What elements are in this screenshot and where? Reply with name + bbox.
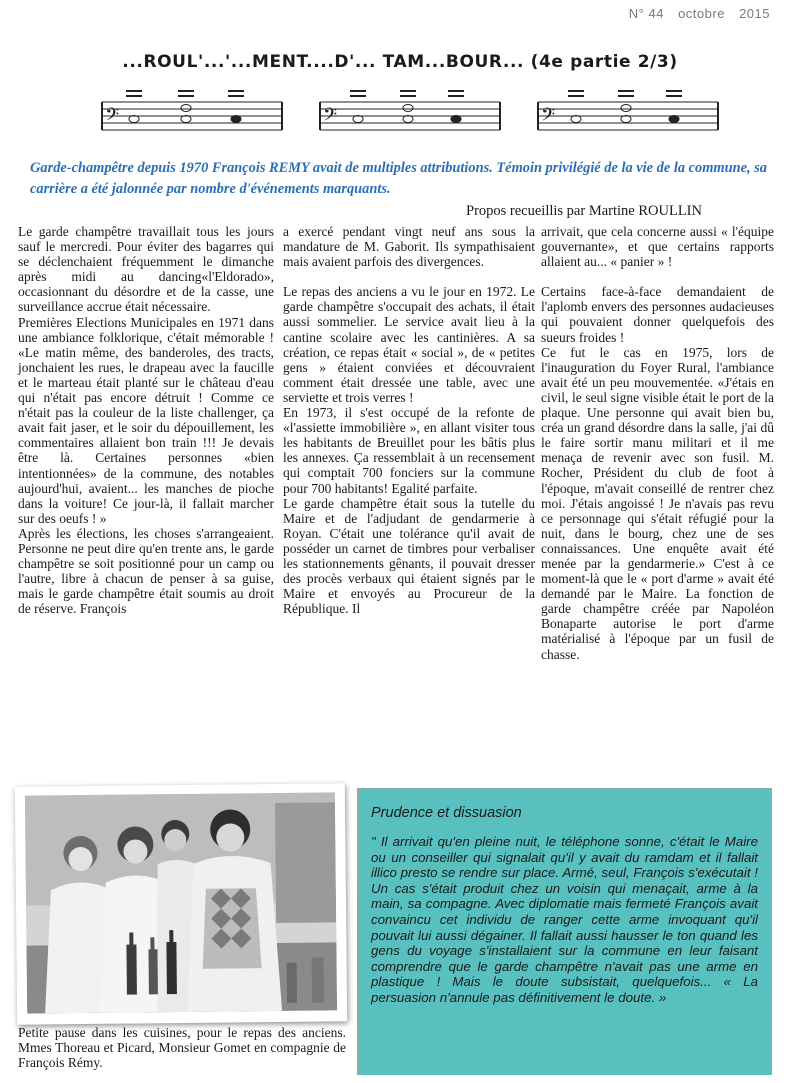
paragraph: Premières Elections Municipales en 1971 dans une ambiance folklorique, c'était mémorable ! «Le matin même, des banderoles, des tracts, jonchaient les rues, le drapeau avec la faucille et le marteau était planté sur le château d'eau qui n'était pas encore détruit ! Comme ce n'était pas la couleur de la liste challenger, ça avait fait jaser, et le soir du dépouillement, les commentaires allaient bon train !!! Je devais être là. Certaines personnes «bien intentionnées» de la commune, des notables aujourd'hui, avaient... les manches de pioche dans la voiture! Ce jour-là, il fallait marcher sur des oeufs ! »	[18, 314, 274, 526]
kitchen-photo-illustration	[25, 792, 337, 1013]
svg-text:𝄢: 𝄢	[541, 105, 556, 130]
sidebar-heading: Prudence et dissuasion	[371, 805, 522, 821]
byline: Propos recueillis par Martine ROULLIN	[466, 203, 702, 219]
paragraph: Ce fut le cas en 1975, lors de l'inauguration du Foyer Rural, l'ambiance avait été un peu mouvementée. «J'étais en civil, le seul signe visible était le port de la plaque. Une personne qui avait bien bu, créa un grand désordre dans la salle, j'ai dû le faire sortir manu militari et il me menaça de revenir avec son fusil. M. Rocher, Président du club de foot à l'époque, m'avait conseillé de rentrer chez moi. J'étais angoissé ! Je n'avais pas revu ce personnage qui s'était réfugié pour la nuit, dans le bourg, chez une de ses connaissances. Une enquête avait été menée par la gendarmerie.» C'est à ce moment-là que le « port d'arme » avait été demandé par le Maire. La fonction de garde champêtre créée par Napoléon Bonaparte autorise le port d'arme matérialisé à l'époque par un fusil de chasse.	[541, 344, 774, 662]
photo-frame	[15, 783, 347, 1024]
svg-text:𝄢: 𝄢	[105, 105, 120, 130]
svg-text:𝄢: 𝄢	[323, 105, 338, 130]
issue-number: N° 44	[628, 6, 664, 21]
staff-2	[320, 91, 500, 130]
issue-month: octobre	[678, 6, 725, 21]
paragraph: Le repas des anciens a vu le jour en 1972. Le garde champêtre s'occupait des achats, il était aussi sommelier. Le service avait lieu à la cantine scolaire avec les cantinières. A sa création, ce repas était « social », de « petites gens » étaient conviées et découvraient comment était dressée une table, avec une serviette et trois verres !	[283, 284, 535, 405]
kitchen-photo	[25, 792, 337, 1013]
paragraph: arrivait, que cela concerne aussi « l'équipe gouvernante», et que certains rapports allaient au... « panier » !	[541, 224, 774, 270]
paragraph: En 1973, il s'est occupé de la refonte de «l'assiette immobilière », en allant visiter tous les habitants de Breuillet pour les bâtis plus les annexes. Ça ressemblait à un recensement qui comptait 700 fonciers sur la commune pour 700 habitants! Egalité parfaite.	[283, 405, 535, 496]
article-title: ...ROUL'...'...MENT....D'... TAM...BOUR... (4e partie 2/3)	[122, 52, 678, 72]
photo-caption: Petite pause dans les cuisines, pour le repas des anciens. Mmes Thoreau et Picard, Monsieur Gomet en compagnie de François Rémy.	[18, 1025, 346, 1070]
paragraph: Le garde champêtre travaillait tous les jours sauf le mercredi. Pour éviter des bagarres qui se déclenchaient fréquemment le dimanche après midi au dancing«l'Eldorado», occasionnant du désordre et de la casse, une surveillance accrue était nécessaire.	[18, 224, 274, 315]
paragraph: Certains face-à-face demandaient de l'aplomb envers des personnes audacieuses qui pouvaient donner quelquefois des sueurs froides !	[541, 284, 774, 345]
text-column-2	[283, 224, 535, 616]
paragraph: Le garde champêtre était sous la tutelle du Maire et de l'adjudant de gendarmerie à Royan. C'était une tolérance qu'il avait de posséder un carnet de timbres pour verbaliser les stationnements gênants, il pouvait dresser des procès verbaux qui étaient signés par le Maire et envoyés au Procureur de la République. Il	[283, 495, 535, 617]
drum-notation-illustration	[100, 86, 720, 138]
paragraph: a exercé pendant vingt neuf ans sous la mandature de M. Gaborit. Ils sympathisaient mais avaient parfois des divergences.	[283, 224, 535, 270]
sidebar-box	[357, 788, 772, 1075]
staff-3	[538, 91, 718, 130]
issue-info	[619, 6, 770, 21]
staff-1	[102, 91, 282, 130]
text-column-1	[18, 224, 274, 616]
sidebar-text: " Il arrivait qu'en pleine nuit, le téléphone sonne, c'était le Maire ou un conseiller qui signalait qu'il y avait du ramdam et il fallait illico presto se rendre sur place. Armé, seul, François s'exécutait ! Un cas s'était produit chez un voisin qui menaçait, arme à la main, sa compagne. Avec diplomatie mais fermeté François avait convaincu cet individu de ranger cette arme invoquant qu'il pouvait lui aussi dégainer. Il fallait aussi hausser le ton quand les gens du voyage s'installaient sur la commune en leur faisant comprendre que le garde champêtre n'avait pas une arme en plastique ! Mais le doute subsistait, quelquefois... « La persuasion n'annule pas définitivement le doute. »	[371, 834, 758, 1005]
paragraph: Après les élections, les choses s'arrangeaient. Personne ne peut dire qu'en trente ans, le garde champêtre se soit positionné pour un camp ou l'autre, libre à chacun de penser à sa guise, mais le garde champêtre était soumis au droit de réserve. François	[18, 525, 274, 617]
article-lead: Garde-champêtre depuis 1970 François REMY avait de multiples attributions. Témoin privilégié de la vie de la commune, sa carrière a été jalonnée par nombre d'événements marquants.	[30, 160, 767, 197]
issue-year: 2015	[739, 6, 770, 21]
text-column-3	[541, 224, 774, 662]
